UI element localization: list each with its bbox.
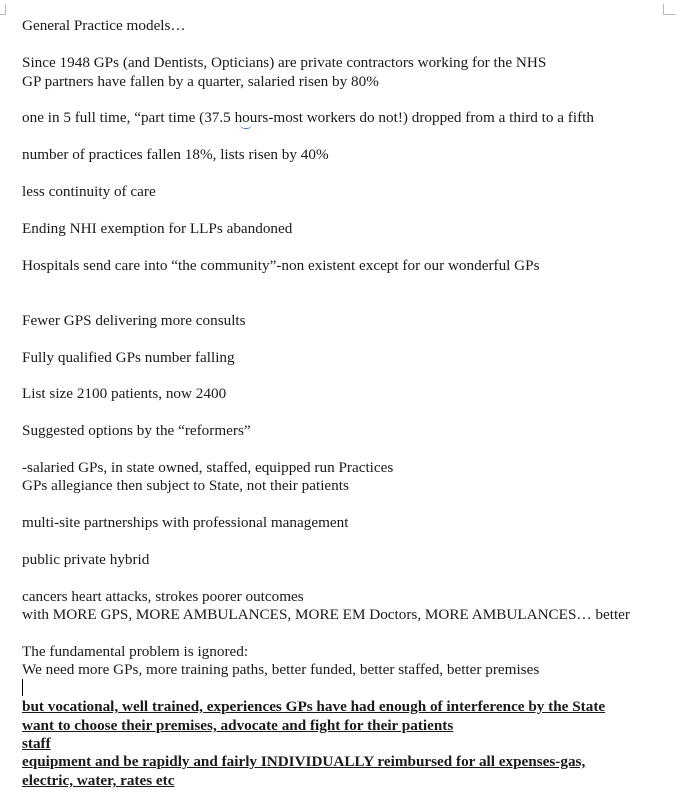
paragraph-line: Since 1948 GPs (and Dentists, Opticians) are private contractors working for the NHS [22,54,547,71]
paragraph-line: cancers heart attacks, strokes poorer outcomes [22,588,304,605]
paragraph-line: public private hybrid [22,551,150,568]
paragraph-line: Suggested options by the “reformers” [22,422,251,439]
paragraph-line: number of practices fallen 18%, lists risen by 40% [22,146,329,163]
paragraph-line: multi-site partnerships with professional management [22,514,349,531]
page-corner-mark-right [663,4,676,15]
paragraph-line: one in 5 full time, “part time (37.5 hours-most workers do not!) dropped from a third to a fifth [22,109,594,126]
paragraph-line: -salaried GPs, in state owned, staffed, equipped run Practices [22,459,394,476]
paragraph-line: The fundamental problem is ignored: [22,643,249,660]
paragraph-line: We need more GPs, more training paths, better funded, better staffed, better premises [22,661,540,678]
bold-paragraph-line: electric, water, rates etc [22,772,175,789]
paragraph-line: Fewer GPS delivering more consults [22,312,246,329]
document-heading: General Practice models… [22,17,186,34]
page-corner-mark-left [0,4,6,15]
paragraph-line: Hospitals send care into “the community”-non existent except for our wonderful GPs [22,257,540,274]
bold-paragraph-line: but vocational, well trained, experiences GPs have had enough of interference by the State [22,698,606,715]
bold-paragraph-line: staff [22,735,51,752]
paragraph-line: less continuity of care [22,183,156,200]
paragraph-line: with MORE GPS, MORE AMBULANCES, MORE EM Doctors, MORE AMBULANCES… better [22,606,630,623]
paragraph-line: GP partners have fallen by a quarter, salaried risen by 80% [22,73,379,90]
spellcheck-squiggle [240,124,252,129]
bold-paragraph-line: equipment and be rapidly and fairly INDIVIDUALLY reimbursed for all expenses-gas, [22,753,586,770]
paragraph-line: List size 2100 patients, now 2400 [22,385,227,402]
text-cursor [22,679,23,696]
bold-paragraph-line: want to choose their premises, advocate and fight for their patients [22,717,454,734]
paragraph-line: Fully qualified GPs number falling [22,349,235,366]
paragraph-line: GPs allegiance then subject to State, not their patients [22,477,349,494]
paragraph-line: Ending NHI exemption for LLPs abandoned [22,220,293,237]
